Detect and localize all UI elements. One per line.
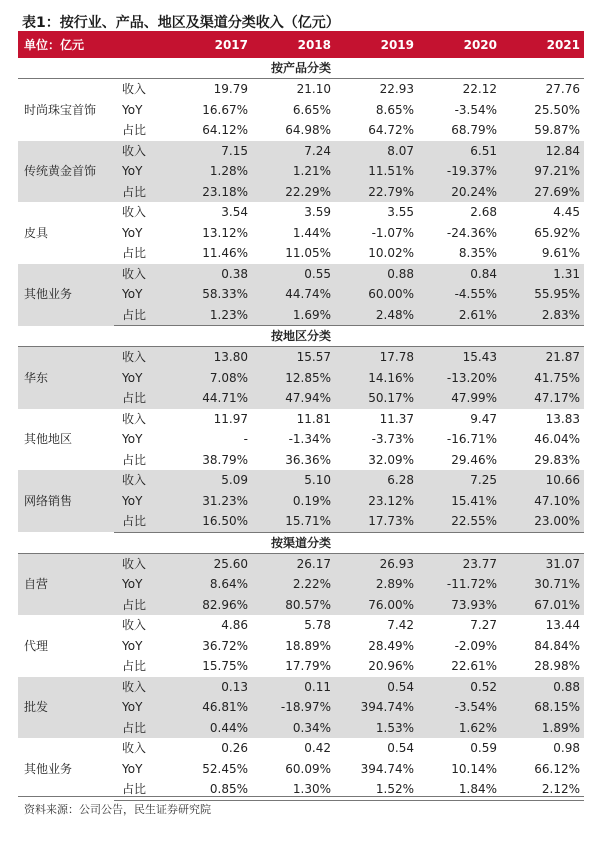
value-cell: 13.12%	[202, 225, 249, 240]
metric-label: YoY	[122, 225, 143, 240]
table-row	[18, 347, 584, 368]
year-header: 2019	[335, 32, 418, 58]
value-cell: 27.69%	[501, 182, 584, 203]
value-cell: 38.79%	[202, 452, 249, 467]
metric-label: YoY	[114, 284, 164, 305]
value-cell: -	[243, 432, 249, 446]
value-cell: 22.61%	[451, 659, 498, 673]
value-cell: -18.97%	[252, 697, 335, 718]
table-body	[18, 58, 584, 800]
value-cell: 7.24	[252, 141, 335, 162]
value-cell: 7.27	[470, 618, 498, 632]
value-cell: 55.95%	[501, 284, 584, 305]
value-cell: 17.78	[335, 347, 418, 368]
table-row	[18, 677, 584, 698]
value-cell: 15.41%	[418, 491, 501, 512]
value-cell: 25.50%	[534, 102, 581, 117]
metric-label: YoY	[114, 574, 164, 595]
value-cell: 2.83%	[501, 305, 584, 326]
metric-label: 占比	[122, 123, 147, 137]
category-label: 其他业务	[18, 264, 114, 326]
metric-label: 占比	[114, 718, 164, 739]
metric-label: 收入	[114, 347, 164, 368]
value-cell: 6.28	[335, 470, 418, 491]
value-cell: 12.84	[501, 141, 584, 162]
value-cell: 1.23%	[164, 305, 252, 326]
value-cell: 6.65%	[292, 102, 332, 117]
metric-label: YoY	[122, 761, 143, 776]
value-cell: 2.89%	[335, 574, 418, 595]
value-cell: -19.37%	[418, 161, 501, 182]
value-cell: -1.34%	[288, 432, 332, 446]
value-cell: -2.09%	[454, 638, 498, 653]
section-row	[18, 532, 584, 553]
value-cell: 73.93%	[418, 595, 501, 616]
metric-label: YoY	[122, 102, 143, 117]
value-cell: 0.11	[252, 677, 335, 698]
value-cell: 11.46%	[202, 246, 249, 260]
value-cell: 0.85%	[164, 779, 252, 800]
table-title: 表1：按行业、产品、地区及渠道分类收入（亿元）	[22, 15, 340, 31]
value-cell: 7.42	[387, 618, 415, 632]
category-label: 其他地区	[24, 432, 73, 446]
value-cell: 68.79%	[451, 123, 498, 137]
value-cell: 394.74%	[360, 761, 415, 776]
value-cell: 22.93	[379, 82, 415, 96]
value-cell: 8.64%	[164, 574, 252, 595]
category-label: 时尚珠宝首饰	[24, 102, 97, 117]
value-cell: 66.12%	[534, 761, 581, 776]
value-cell: 1.31	[501, 264, 584, 285]
value-cell: 84.84%	[534, 638, 581, 653]
value-cell: 22.55%	[418, 511, 501, 532]
metric-label: YoY	[122, 432, 143, 446]
category-label: 代理	[24, 638, 49, 653]
year-header: 2018	[252, 32, 335, 58]
section-row	[18, 58, 584, 79]
value-cell: 0.52	[418, 677, 501, 698]
value-cell: 29.83%	[534, 452, 581, 467]
value-cell: 0.44%	[164, 718, 252, 739]
value-cell: 1.69%	[252, 305, 335, 326]
value-cell: 0.55	[252, 264, 335, 285]
table-row	[18, 553, 584, 574]
value-cell: 12.85%	[252, 368, 335, 389]
metric-label: 收入	[114, 553, 164, 574]
metric-label: 收入	[122, 618, 147, 632]
metric-label: YoY	[114, 368, 164, 389]
value-cell: 0.59	[470, 741, 498, 755]
value-cell: 14.16%	[335, 368, 418, 389]
value-cell: 15.75%	[202, 659, 249, 673]
year-header: 2020	[418, 32, 501, 58]
value-cell: 4.86	[221, 618, 249, 632]
value-cell: 15.43	[418, 347, 501, 368]
metric-label: 收入	[114, 470, 164, 491]
value-cell: 0.54	[387, 741, 415, 755]
value-cell: 23.77	[418, 553, 501, 574]
value-cell: 0.98	[553, 741, 581, 755]
value-cell: 16.50%	[164, 511, 252, 532]
value-cell: 2.48%	[335, 305, 418, 326]
value-cell: 11.51%	[335, 161, 418, 182]
value-cell: 5.78	[304, 618, 332, 632]
value-cell: 28.98%	[534, 659, 581, 673]
header-row	[18, 32, 584, 58]
value-cell: 41.75%	[501, 368, 584, 389]
value-cell: 22.29%	[252, 182, 335, 203]
value-cell: 7.15	[164, 141, 252, 162]
metric-label: 收入	[122, 411, 147, 426]
value-cell: 2.22%	[252, 574, 335, 595]
value-cell: 10.14%	[451, 761, 498, 776]
value-cell: 21.87	[501, 347, 584, 368]
value-cell: 22.79%	[335, 182, 418, 203]
value-cell: 58.33%	[164, 284, 252, 305]
value-cell: 18.89%	[285, 638, 332, 653]
value-cell: -3.54%	[454, 102, 498, 117]
value-cell: 4.45	[553, 205, 581, 219]
table-header	[18, 32, 584, 58]
bottom-divider	[18, 796, 584, 797]
value-cell: 60.09%	[285, 761, 332, 776]
value-cell: -3.73%	[371, 432, 415, 446]
table-row	[18, 738, 584, 759]
value-cell: 44.71%	[164, 388, 252, 409]
value-cell: 64.98%	[285, 123, 332, 137]
section-title: 按产品分类	[18, 58, 584, 79]
metric-label: 占比	[114, 305, 164, 326]
year-header: 2017	[164, 32, 252, 58]
table-row	[18, 79, 584, 100]
value-cell: 8.35%	[458, 246, 498, 260]
value-cell: 8.07	[335, 141, 418, 162]
metric-label: 占比	[114, 182, 164, 203]
table-row	[18, 470, 584, 491]
section-title: 按渠道分类	[18, 532, 584, 553]
value-cell: 36.72%	[202, 638, 249, 653]
value-cell: 30.71%	[501, 574, 584, 595]
category-label: 华东	[18, 347, 114, 409]
table-row	[18, 615, 584, 636]
value-cell: 1.52%	[335, 779, 418, 800]
category-label: 其他业务	[24, 761, 73, 776]
value-cell: 1.62%	[418, 718, 501, 739]
value-cell: 3.59	[304, 205, 332, 219]
value-cell: 0.42	[304, 741, 332, 755]
metric-label: YoY	[114, 697, 164, 718]
value-cell: 65.92%	[534, 225, 581, 240]
value-cell: 46.81%	[164, 697, 252, 718]
value-cell: 3.54	[221, 205, 249, 219]
value-cell: 3.55	[387, 205, 415, 219]
value-cell: 11.37	[379, 411, 415, 426]
metric-label: YoY	[114, 491, 164, 512]
value-cell: 36.36%	[285, 452, 332, 467]
value-cell: 11.81	[296, 411, 332, 426]
value-cell: -11.72%	[418, 574, 501, 595]
metric-label: 占比	[114, 595, 164, 616]
value-cell: 76.00%	[335, 595, 418, 616]
year-header: 2021	[501, 32, 584, 58]
value-cell: 47.94%	[252, 388, 335, 409]
value-cell: 0.54	[335, 677, 418, 698]
value-cell: 29.46%	[451, 452, 498, 467]
value-cell: 26.17	[252, 553, 335, 574]
value-cell: 0.38	[164, 264, 252, 285]
value-cell: -16.71%	[446, 432, 498, 446]
section-title: 按地区分类	[18, 326, 584, 347]
value-cell: 13.44	[545, 618, 581, 632]
value-cell: 9.47	[470, 411, 498, 426]
value-cell: 1.89%	[501, 718, 584, 739]
value-cell: 1.44%	[292, 225, 332, 240]
value-cell: 5.10	[252, 470, 335, 491]
value-cell: 11.05%	[285, 246, 332, 260]
unit-label: 单位：亿元	[18, 32, 164, 58]
value-cell: 82.96%	[164, 595, 252, 616]
value-cell: 50.17%	[335, 388, 418, 409]
category-label: 网络销售	[18, 470, 114, 532]
value-cell: 10.02%	[368, 246, 415, 260]
value-cell: 31.07	[501, 553, 584, 574]
category-label: 传统黄金首饰	[18, 141, 114, 203]
value-cell: 0.26	[221, 741, 249, 755]
value-cell: 44.74%	[252, 284, 335, 305]
value-cell: -4.55%	[418, 284, 501, 305]
metric-label: 收入	[122, 82, 147, 96]
value-cell: 26.93	[335, 553, 418, 574]
value-cell: 97.21%	[501, 161, 584, 182]
value-cell: 52.45%	[202, 761, 249, 776]
value-cell: 0.34%	[252, 718, 335, 739]
value-cell: 1.30%	[252, 779, 335, 800]
value-cell: 11.97	[213, 411, 249, 426]
metric-label: 占比	[114, 779, 164, 800]
value-cell: 23.00%	[501, 511, 584, 532]
value-cell: 47.10%	[501, 491, 584, 512]
metric-label: 收入	[122, 741, 147, 755]
value-cell: 32.09%	[368, 452, 415, 467]
value-cell: 47.99%	[418, 388, 501, 409]
value-cell: 59.87%	[534, 123, 581, 137]
value-cell: 25.60	[164, 553, 252, 574]
value-cell: 19.79	[213, 82, 249, 96]
value-cell: 5.09	[164, 470, 252, 491]
value-cell: 10.66	[501, 470, 584, 491]
value-cell: 2.12%	[501, 779, 584, 800]
value-cell: 27.76	[545, 82, 581, 96]
value-cell: -24.36%	[446, 225, 498, 240]
source-note: 资料来源：公司公告，民生证券研究院	[24, 803, 211, 816]
metric-label: 收入	[122, 205, 147, 219]
value-cell: 13.83	[545, 411, 581, 426]
value-cell: -1.07%	[371, 225, 415, 240]
value-cell: 13.80	[164, 347, 252, 368]
value-cell: 68.15%	[501, 697, 584, 718]
value-cell: 7.08%	[164, 368, 252, 389]
value-cell: 394.74%	[335, 697, 418, 718]
value-cell: 0.88	[501, 677, 584, 698]
value-cell: 6.51	[418, 141, 501, 162]
value-cell: 17.73%	[335, 511, 418, 532]
value-cell: 0.19%	[252, 491, 335, 512]
value-cell: 1.21%	[252, 161, 335, 182]
value-cell: 20.96%	[368, 659, 415, 673]
value-cell: 0.13	[164, 677, 252, 698]
value-cell: 8.65%	[375, 102, 415, 117]
value-cell: 46.04%	[534, 432, 581, 446]
value-cell: 1.53%	[335, 718, 418, 739]
metric-label: 收入	[114, 264, 164, 285]
category-label: 批发	[18, 677, 114, 739]
value-cell: 2.61%	[418, 305, 501, 326]
category-label: 自营	[18, 553, 114, 615]
metric-label: YoY	[122, 638, 143, 653]
table-row	[18, 202, 584, 223]
table-row	[18, 141, 584, 162]
metric-label: 占比	[122, 452, 147, 467]
value-cell: 80.57%	[252, 595, 335, 616]
value-cell: 31.23%	[164, 491, 252, 512]
value-cell: 15.57	[252, 347, 335, 368]
value-cell: 16.67%	[202, 102, 249, 117]
metric-label: 收入	[114, 677, 164, 698]
value-cell: 0.88	[335, 264, 418, 285]
value-cell: 21.10	[296, 82, 332, 96]
value-cell: 23.12%	[335, 491, 418, 512]
value-cell: 28.49%	[368, 638, 415, 653]
value-cell: 1.84%	[418, 779, 501, 800]
value-cell: -13.20%	[418, 368, 501, 389]
table-row	[18, 264, 584, 285]
category-label: 皮具	[24, 225, 49, 240]
value-cell: 22.12	[462, 82, 498, 96]
metric-label: 占比	[122, 246, 147, 260]
metric-label: YoY	[114, 161, 164, 182]
value-cell: 0.84	[418, 264, 501, 285]
value-cell: -3.54%	[418, 697, 501, 718]
section-row	[18, 326, 584, 347]
table-row	[18, 409, 584, 430]
value-cell: 1.28%	[164, 161, 252, 182]
value-cell: 60.00%	[335, 284, 418, 305]
metric-label: 占比	[114, 388, 164, 409]
value-cell: 47.17%	[501, 388, 584, 409]
revenue-table	[18, 32, 584, 801]
value-cell: 2.68	[470, 205, 498, 219]
metric-label: 占比	[122, 659, 147, 673]
value-cell: 9.61%	[541, 246, 581, 260]
value-cell: 17.79%	[285, 659, 332, 673]
value-cell: 23.18%	[164, 182, 252, 203]
value-cell: 64.12%	[202, 123, 249, 137]
value-cell: 7.25	[418, 470, 501, 491]
value-cell: 15.71%	[252, 511, 335, 532]
metric-label: 收入	[114, 141, 164, 162]
value-cell: 20.24%	[418, 182, 501, 203]
value-cell: 64.72%	[368, 123, 415, 137]
metric-label: 占比	[114, 511, 164, 532]
value-cell: 67.01%	[501, 595, 584, 616]
